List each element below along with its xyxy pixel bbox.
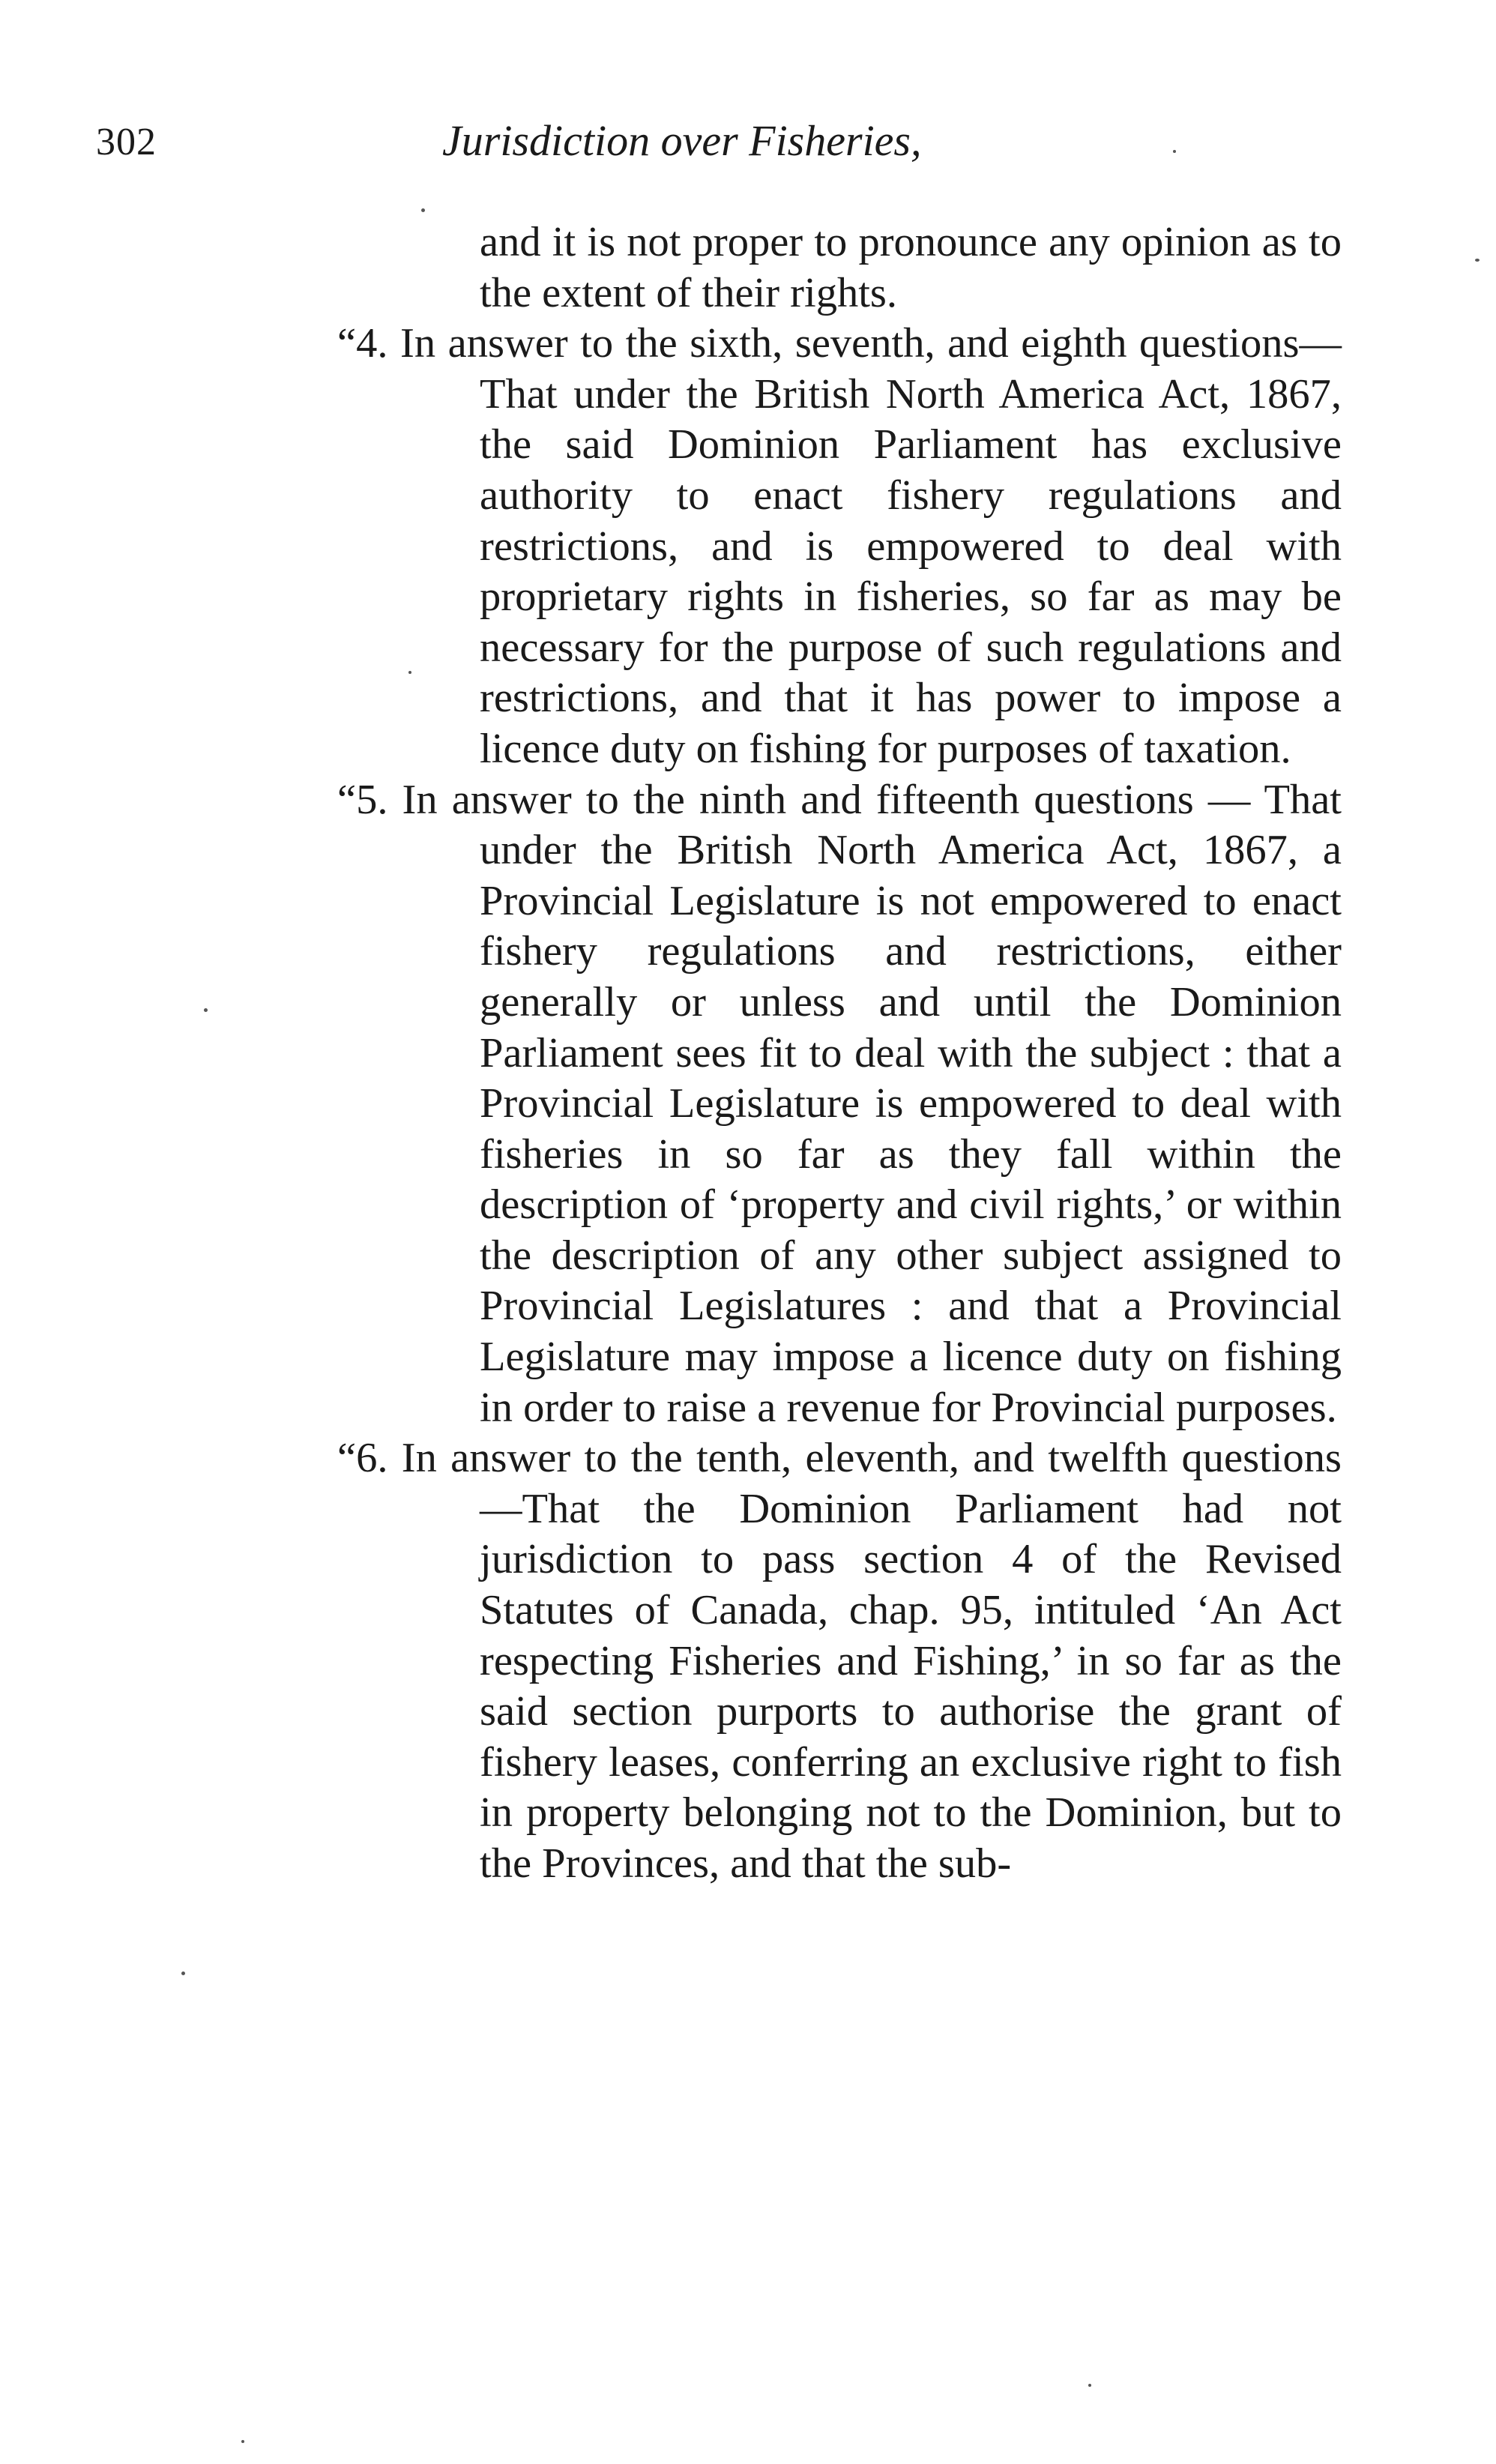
paragraph-answer-5: “5. In answer to the ninth and fifteenth questions — That under the British North America Act, 1867, a Provincial Legislature is not empowered to enact fishery regulations and restrictions, either generally or unless and until the Dominion Parliament sees fit to deal with the subject : that a Provincial Legislature is empowered to deal with fisheries in so far as they fall within the description of ‘property and civil rights,’ or within the description of any other subject assigned to Provincial Legislatures : and that a Provincial Legislature may impose a licence duty on fishing in order to raise a revenue for Provincial purposes. — [337, 776, 1342, 1431]
print-speck — [204, 1008, 208, 1012]
paragraph-answer-6: “6. In answer to the tenth, eleventh, and twelfth questions—That the Dominion Parliament had not jurisdiction to pass section 4 of the Revised Statutes of Canada, chap. 95, intituled ‘An Act respecting Fisheries and Fishing,’ in so far as the said section purports to authorise the grant of fishery leases, conferring an exclusive right to fish in property belonging not to the Dominion, but to the Provinces, and that the sub- — [337, 1435, 1342, 1887]
running-head: Jurisdiction over Fisheries, — [442, 116, 922, 165]
print-speck — [408, 671, 411, 674]
paragraph-answer-4: “4. In answer to the sixth, seventh, and eighth questions—That under the British North America Act, 1867, the said Dominion Parliament has exclusive authority to enact fishery regulations and restrictions, and is empowered to deal with proprietary rights in fisheries, so far as may be necessary for the purpose of such regulations and restrictions, and that it has power to impose a licence duty on fishing for purposes of taxation. — [337, 320, 1342, 772]
print-speck — [241, 2440, 244, 2443]
paragraph-continuation: and it is not proper to pronounce any opinion as to the extent of their rights. — [480, 219, 1342, 316]
print-speck — [1475, 259, 1480, 262]
page-number: 302 — [96, 121, 157, 163]
print-speck — [1088, 2384, 1091, 2387]
print-speck — [421, 208, 425, 212]
print-speck — [181, 1971, 185, 1975]
body-text — [337, 217, 1342, 1890]
print-speck — [1173, 150, 1176, 153]
